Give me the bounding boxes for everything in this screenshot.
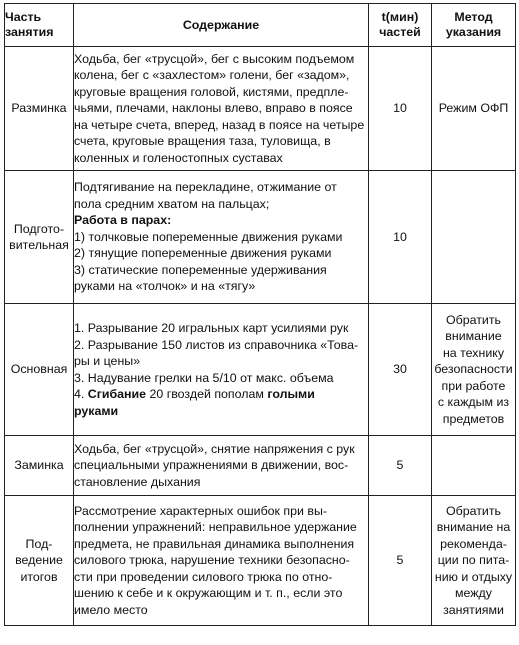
content-cell: Ходьба, бег «трусцой», снятие напряжения с рук специальными упражнениями в движении, вос- становление дыхания [74, 436, 369, 496]
table-header-row [5, 4, 516, 47]
header-part: Часть занятия [5, 4, 74, 47]
part-cell: Под- ведение итогов [5, 496, 74, 626]
part-cell: Основная [5, 304, 74, 436]
table-row-summary [5, 496, 516, 626]
content-cell: Рассмотрение характерных ошибок при вы- полнении упражнений: неправильное удержание предмета, не правильная динамика выполнения силового трюка, нарушение техники безопасно- сти при проведении силового трюка по отно- шению к себе и к окружающим и т. п., если это имело место [74, 496, 369, 626]
method-cell [432, 436, 516, 496]
method-cell: Обратить внимание на технику безопасности при работе с каждым из предметов [432, 304, 516, 436]
time-cell: 10 [369, 171, 432, 304]
header-time: t(мин) частей [369, 4, 432, 47]
table-row-main [5, 304, 516, 436]
time-cell: 5 [369, 496, 432, 626]
table-row-preparatory [5, 171, 516, 304]
method-cell: Режим ОФП [432, 47, 516, 171]
header-method: Метод указания [432, 4, 516, 47]
lesson-plan-table [4, 3, 516, 626]
time-cell: 30 [369, 304, 432, 436]
header-content: Содержание [74, 4, 369, 47]
time-cell: 5 [369, 436, 432, 496]
part-cell: Подгото- вительная [5, 171, 74, 304]
table-row-warmup [5, 47, 516, 171]
part-cell: Заминка [5, 436, 74, 496]
table-row-cooldown [5, 436, 516, 496]
method-cell: Обратить внимание на рекоменда- ции по пита- нию и отдыху между занятиями [432, 496, 516, 626]
content-cell: Подтягивание на перекладине, отжимание от пола средним хватом на пальцах; Работа в парах: 1) толчковые попеременные движения руками 2) тянущие попеременные движения руками 3) статические попеременные удерживания руками на «толчок» и на «тягу» [74, 171, 369, 304]
time-cell: 10 [369, 47, 432, 171]
method-cell [432, 171, 516, 304]
part-cell: Разминка [5, 47, 74, 171]
content-cell: 1. Разрывание 20 игральных карт усилиями рук 2. Разрывание 150 листов из справочника «Това- ры и цены» 3. Надувание грелки на 5/10 от макс. объема 4. Сгибание 20 гвоздей пополам голыми руками [74, 304, 369, 436]
content-cell: Ходьба, бег «трусцой», бег с высоким подъемом колена, бег с «захлестом» голени, бег «задом», круговые вращения головой, кистями, предпле- чьями, плечами, наклоны влево, вправо в поясе на четыре счета, вперед, назад в поясе на четыре счета, круговые вращения таза, туловища, в коленных и голеностопных суставах [74, 47, 369, 171]
